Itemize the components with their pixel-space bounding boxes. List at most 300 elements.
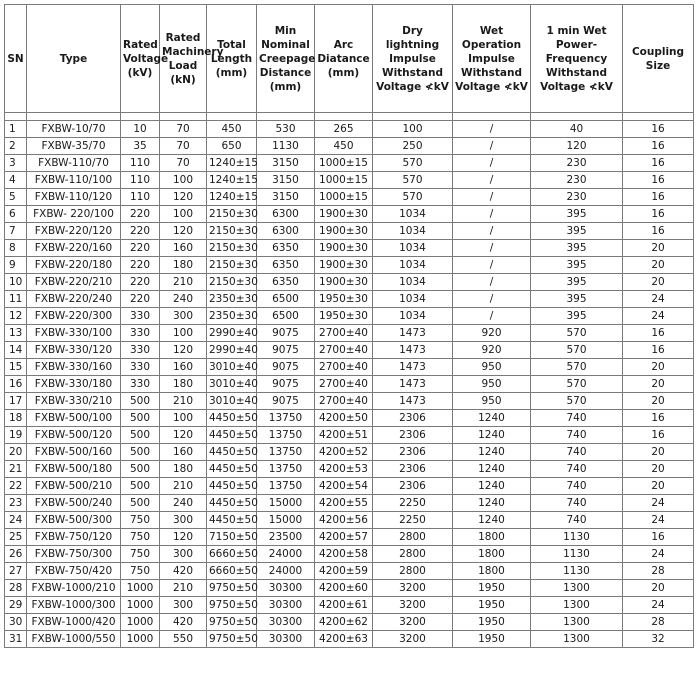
arc-distance-cell: 4200±50 [315, 410, 373, 427]
creepage-cell: 13750 [257, 410, 315, 427]
table-row [5, 172, 694, 189]
type-cell: FXBW-110/70 [27, 155, 121, 172]
wet-power-cell: 740 [531, 495, 623, 512]
creepage-cell: 24000 [257, 546, 315, 563]
arc-distance-cell: 4200±60 [315, 580, 373, 597]
dry-impulse-cell: 3200 [373, 631, 453, 648]
dry-impulse-cell: 2250 [373, 512, 453, 529]
wet-operation-cell: 1240 [453, 512, 531, 529]
wet-power-cell: 570 [531, 325, 623, 342]
rated-load-cell: 420 [160, 563, 207, 580]
table-row [5, 614, 694, 631]
creepage-cell: 6350 [257, 257, 315, 274]
type-cell: FXBW-110/100 [27, 172, 121, 189]
sn-cell: 5 [5, 189, 27, 206]
dry-impulse-cell: 2800 [373, 529, 453, 546]
coupling-cell: 20 [623, 444, 694, 461]
header-coupling-size: Coupling Size [623, 5, 694, 113]
dry-impulse-cell: 2306 [373, 444, 453, 461]
sn-cell: 2 [5, 138, 27, 155]
dry-impulse-cell: 100 [373, 121, 453, 138]
type-cell: FXBW-500/300 [27, 512, 121, 529]
dry-impulse-cell: 250 [373, 138, 453, 155]
rated-voltage-cell: 330 [121, 359, 160, 376]
header-dry-impulse: Dry lightning Impulse Withstand Voltage ≮kV [373, 5, 453, 113]
coupling-cell: 16 [623, 223, 694, 240]
wet-operation-cell: 920 [453, 325, 531, 342]
wet-power-cell: 120 [531, 138, 623, 155]
creepage-cell: 24000 [257, 563, 315, 580]
sn-cell: 27 [5, 563, 27, 580]
arc-distance-cell: 4200±53 [315, 461, 373, 478]
sn-cell: 8 [5, 240, 27, 257]
coupling-cell: 16 [623, 206, 694, 223]
type-cell: FXBW-1000/300 [27, 597, 121, 614]
type-cell: FXBW-220/120 [27, 223, 121, 240]
total-length-cell: 4450±50 [207, 461, 257, 478]
creepage-cell: 9075 [257, 359, 315, 376]
wet-operation-cell: / [453, 189, 531, 206]
total-length-cell: 7150±50 [207, 529, 257, 546]
sn-cell: 6 [5, 206, 27, 223]
arc-distance-cell: 1900±30 [315, 240, 373, 257]
dry-impulse-cell: 1473 [373, 393, 453, 410]
arc-distance-cell: 1900±30 [315, 274, 373, 291]
type-cell: FXBW-330/120 [27, 342, 121, 359]
wet-power-cell: 230 [531, 155, 623, 172]
coupling-cell: 28 [623, 563, 694, 580]
rated-voltage-cell: 330 [121, 308, 160, 325]
table-row [5, 291, 694, 308]
wet-operation-cell: 1950 [453, 580, 531, 597]
arc-distance-cell: 2700±40 [315, 325, 373, 342]
rated-load-cell: 240 [160, 291, 207, 308]
wet-power-cell: 40 [531, 121, 623, 138]
rated-load-cell: 160 [160, 240, 207, 257]
table-row [5, 410, 694, 427]
dry-impulse-cell: 570 [373, 189, 453, 206]
total-length-cell: 3010±40 [207, 376, 257, 393]
arc-distance-cell: 4200±59 [315, 563, 373, 580]
total-length-cell: 2150±30 [207, 206, 257, 223]
rated-load-cell: 100 [160, 325, 207, 342]
wet-power-cell: 395 [531, 274, 623, 291]
sn-cell: 29 [5, 597, 27, 614]
sn-cell: 16 [5, 376, 27, 393]
total-length-cell: 4450±50 [207, 495, 257, 512]
table-row [5, 325, 694, 342]
type-cell: FXBW-330/100 [27, 325, 121, 342]
sn-cell: 15 [5, 359, 27, 376]
wet-power-cell: 740 [531, 478, 623, 495]
wet-power-cell: 1300 [531, 614, 623, 631]
sn-cell: 22 [5, 478, 27, 495]
total-length-cell: 4450±50 [207, 427, 257, 444]
rated-voltage-cell: 220 [121, 274, 160, 291]
wet-power-cell: 1130 [531, 529, 623, 546]
arc-distance-cell: 2700±40 [315, 393, 373, 410]
wet-operation-cell: / [453, 138, 531, 155]
sn-cell: 24 [5, 512, 27, 529]
rated-load-cell: 160 [160, 444, 207, 461]
table-row [5, 580, 694, 597]
table-row [5, 155, 694, 172]
wet-power-cell: 395 [531, 308, 623, 325]
wet-power-cell: 1130 [531, 563, 623, 580]
coupling-cell: 16 [623, 189, 694, 206]
creepage-cell: 1130 [257, 138, 315, 155]
wet-power-cell: 1300 [531, 580, 623, 597]
rated-voltage-cell: 500 [121, 495, 160, 512]
sn-cell: 11 [5, 291, 27, 308]
rated-voltage-cell: 500 [121, 410, 160, 427]
total-length-cell: 650 [207, 138, 257, 155]
wet-operation-cell: 1240 [453, 495, 531, 512]
table-row [5, 189, 694, 206]
dry-impulse-cell: 1034 [373, 257, 453, 274]
sn-cell: 9 [5, 257, 27, 274]
rated-voltage-cell: 110 [121, 155, 160, 172]
total-length-cell: 1240±15 [207, 189, 257, 206]
coupling-cell: 24 [623, 291, 694, 308]
rated-voltage-cell: 110 [121, 189, 160, 206]
creepage-cell: 3150 [257, 189, 315, 206]
wet-operation-cell: 920 [453, 342, 531, 359]
creepage-cell: 9075 [257, 325, 315, 342]
header-wet-operation: Wet Operation Impulse Withstand Voltage ≮kV [453, 5, 531, 113]
wet-power-cell: 570 [531, 342, 623, 359]
creepage-cell: 6300 [257, 223, 315, 240]
coupling-cell: 16 [623, 529, 694, 546]
creepage-cell: 23500 [257, 529, 315, 546]
coupling-cell: 20 [623, 393, 694, 410]
total-length-cell: 6660±50 [207, 546, 257, 563]
table-row [5, 359, 694, 376]
arc-distance-cell: 265 [315, 121, 373, 138]
arc-distance-cell: 1950±30 [315, 308, 373, 325]
rated-voltage-cell: 500 [121, 444, 160, 461]
rated-load-cell: 120 [160, 189, 207, 206]
dry-impulse-cell: 1034 [373, 240, 453, 257]
sn-cell: 25 [5, 529, 27, 546]
table-body [5, 113, 694, 648]
creepage-cell: 3150 [257, 172, 315, 189]
rated-voltage-cell: 500 [121, 461, 160, 478]
rated-voltage-cell: 1000 [121, 614, 160, 631]
total-length-cell: 4450±50 [207, 512, 257, 529]
sn-cell: 23 [5, 495, 27, 512]
arc-distance-cell: 1000±15 [315, 172, 373, 189]
table-row [5, 427, 694, 444]
coupling-cell: 20 [623, 478, 694, 495]
sn-cell: 19 [5, 427, 27, 444]
total-length-cell: 2350±30 [207, 308, 257, 325]
coupling-cell: 24 [623, 495, 694, 512]
rated-load-cell: 100 [160, 410, 207, 427]
coupling-cell: 20 [623, 376, 694, 393]
dry-impulse-cell: 1473 [373, 325, 453, 342]
total-length-cell: 9750±50 [207, 597, 257, 614]
dry-impulse-cell: 1034 [373, 308, 453, 325]
wet-operation-cell: / [453, 274, 531, 291]
type-cell: FXBW-500/160 [27, 444, 121, 461]
coupling-cell: 24 [623, 512, 694, 529]
arc-distance-cell: 4200±62 [315, 614, 373, 631]
creepage-cell: 30300 [257, 597, 315, 614]
dry-impulse-cell: 1034 [373, 274, 453, 291]
rated-voltage-cell: 750 [121, 529, 160, 546]
rated-voltage-cell: 220 [121, 257, 160, 274]
wet-power-cell: 740 [531, 410, 623, 427]
coupling-cell: 16 [623, 121, 694, 138]
rated-load-cell: 70 [160, 121, 207, 138]
table-row [5, 512, 694, 529]
wet-power-cell: 1300 [531, 597, 623, 614]
creepage-cell: 6350 [257, 274, 315, 291]
wet-power-cell: 740 [531, 427, 623, 444]
rated-load-cell: 300 [160, 597, 207, 614]
wet-operation-cell: 1240 [453, 410, 531, 427]
type-cell: FXBW-500/180 [27, 461, 121, 478]
arc-distance-cell: 4200±54 [315, 478, 373, 495]
total-length-cell: 1240±15 [207, 172, 257, 189]
coupling-cell: 24 [623, 597, 694, 614]
arc-distance-cell: 4200±61 [315, 597, 373, 614]
arc-distance-cell: 2700±40 [315, 376, 373, 393]
total-length-cell: 9750±50 [207, 631, 257, 648]
arc-distance-cell: 4200±56 [315, 512, 373, 529]
arc-distance-cell: 1000±15 [315, 189, 373, 206]
rated-voltage-cell: 35 [121, 138, 160, 155]
arc-distance-cell: 4200±57 [315, 529, 373, 546]
sn-cell: 20 [5, 444, 27, 461]
rated-load-cell: 100 [160, 172, 207, 189]
sn-cell: 21 [5, 461, 27, 478]
rated-load-cell: 120 [160, 427, 207, 444]
wet-operation-cell: / [453, 121, 531, 138]
rated-load-cell: 100 [160, 206, 207, 223]
wet-power-cell: 570 [531, 376, 623, 393]
table-row [5, 342, 694, 359]
total-length-cell: 450 [207, 121, 257, 138]
dry-impulse-cell: 2800 [373, 546, 453, 563]
dry-impulse-cell: 1034 [373, 291, 453, 308]
table-row [5, 461, 694, 478]
rated-load-cell: 240 [160, 495, 207, 512]
wet-power-cell: 395 [531, 240, 623, 257]
dry-impulse-cell: 1034 [373, 223, 453, 240]
wet-power-cell: 395 [531, 291, 623, 308]
rated-voltage-cell: 330 [121, 342, 160, 359]
coupling-cell: 16 [623, 325, 694, 342]
wet-operation-cell: 1800 [453, 546, 531, 563]
arc-distance-cell: 4200±63 [315, 631, 373, 648]
rated-load-cell: 420 [160, 614, 207, 631]
creepage-cell: 530 [257, 121, 315, 138]
rated-voltage-cell: 750 [121, 563, 160, 580]
dry-impulse-cell: 3200 [373, 580, 453, 597]
creepage-cell: 13750 [257, 461, 315, 478]
creepage-cell: 6300 [257, 206, 315, 223]
wet-operation-cell: 1240 [453, 427, 531, 444]
total-length-cell: 6660±50 [207, 563, 257, 580]
header-gap-row [5, 113, 694, 121]
rated-voltage-cell: 10 [121, 121, 160, 138]
wet-operation-cell: 950 [453, 359, 531, 376]
table-row [5, 223, 694, 240]
coupling-cell: 16 [623, 410, 694, 427]
type-cell: FXBW-35/70 [27, 138, 121, 155]
coupling-cell: 24 [623, 308, 694, 325]
wet-operation-cell: / [453, 155, 531, 172]
creepage-cell: 30300 [257, 614, 315, 631]
coupling-cell: 16 [623, 172, 694, 189]
wet-operation-cell: 1950 [453, 631, 531, 648]
wet-operation-cell: / [453, 257, 531, 274]
insulator-spec-table [4, 4, 694, 648]
wet-power-cell: 395 [531, 223, 623, 240]
header-rated-voltage: Rated Voltage (kV) [121, 5, 160, 113]
rated-voltage-cell: 500 [121, 427, 160, 444]
table-row [5, 206, 694, 223]
dry-impulse-cell: 570 [373, 172, 453, 189]
coupling-cell: 20 [623, 257, 694, 274]
creepage-cell: 6350 [257, 240, 315, 257]
coupling-cell: 20 [623, 359, 694, 376]
rated-voltage-cell: 1000 [121, 597, 160, 614]
total-length-cell: 2350±30 [207, 291, 257, 308]
type-cell: FXBW-750/300 [27, 546, 121, 563]
arc-distance-cell: 450 [315, 138, 373, 155]
arc-distance-cell: 1950±30 [315, 291, 373, 308]
wet-operation-cell: 1240 [453, 478, 531, 495]
type-cell: FXBW-220/210 [27, 274, 121, 291]
spec-table-container [4, 4, 694, 648]
wet-power-cell: 1130 [531, 546, 623, 563]
type-cell: FXBW-500/210 [27, 478, 121, 495]
wet-operation-cell: 950 [453, 376, 531, 393]
sn-cell: 10 [5, 274, 27, 291]
coupling-cell: 20 [623, 274, 694, 291]
coupling-cell: 32 [623, 631, 694, 648]
rated-load-cell: 300 [160, 546, 207, 563]
creepage-cell: 15000 [257, 495, 315, 512]
sn-cell: 17 [5, 393, 27, 410]
total-length-cell: 2150±30 [207, 257, 257, 274]
rated-voltage-cell: 110 [121, 172, 160, 189]
wet-operation-cell: / [453, 291, 531, 308]
wet-operation-cell: 1800 [453, 529, 531, 546]
creepage-cell: 13750 [257, 444, 315, 461]
rated-voltage-cell: 220 [121, 240, 160, 257]
sn-cell: 7 [5, 223, 27, 240]
creepage-cell: 6500 [257, 291, 315, 308]
table-row [5, 240, 694, 257]
wet-power-cell: 395 [531, 257, 623, 274]
wet-operation-cell: 950 [453, 393, 531, 410]
table-row [5, 444, 694, 461]
wet-operation-cell: 1950 [453, 614, 531, 631]
coupling-cell: 16 [623, 155, 694, 172]
rated-voltage-cell: 330 [121, 325, 160, 342]
dry-impulse-cell: 1473 [373, 342, 453, 359]
wet-power-cell: 230 [531, 189, 623, 206]
creepage-cell: 9075 [257, 393, 315, 410]
coupling-cell: 28 [623, 614, 694, 631]
type-cell: FXBW-110/120 [27, 189, 121, 206]
rated-load-cell: 70 [160, 155, 207, 172]
table-row [5, 376, 694, 393]
creepage-cell: 9075 [257, 342, 315, 359]
table-row [5, 631, 694, 648]
rated-load-cell: 550 [160, 631, 207, 648]
type-cell: FXBW-1000/550 [27, 631, 121, 648]
sn-cell: 18 [5, 410, 27, 427]
rated-load-cell: 120 [160, 529, 207, 546]
sn-cell: 12 [5, 308, 27, 325]
rated-voltage-cell: 750 [121, 512, 160, 529]
header-total-length: Total Length (mm) [207, 5, 257, 113]
table-row [5, 274, 694, 291]
table-row [5, 257, 694, 274]
creepage-cell: 13750 [257, 427, 315, 444]
sn-cell: 4 [5, 172, 27, 189]
total-length-cell: 9750±50 [207, 614, 257, 631]
rated-load-cell: 180 [160, 376, 207, 393]
table-row [5, 563, 694, 580]
dry-impulse-cell: 1034 [373, 206, 453, 223]
type-cell: FXBW-220/240 [27, 291, 121, 308]
dry-impulse-cell: 1473 [373, 359, 453, 376]
rated-voltage-cell: 220 [121, 223, 160, 240]
rated-load-cell: 70 [160, 138, 207, 155]
rated-voltage-cell: 1000 [121, 580, 160, 597]
sn-cell: 14 [5, 342, 27, 359]
rated-voltage-cell: 1000 [121, 631, 160, 648]
coupling-cell: 20 [623, 461, 694, 478]
coupling-cell: 24 [623, 546, 694, 563]
rated-voltage-cell: 500 [121, 478, 160, 495]
type-cell: FXBW-500/120 [27, 427, 121, 444]
header-wet-power-frequency: 1 min Wet Power-Frequency Withstand Voltage ≮kV [531, 5, 623, 113]
total-length-cell: 2990±40 [207, 325, 257, 342]
sn-cell: 30 [5, 614, 27, 631]
type-cell: FXBW-1000/210 [27, 580, 121, 597]
rated-load-cell: 300 [160, 512, 207, 529]
wet-operation-cell: / [453, 223, 531, 240]
total-length-cell: 3010±40 [207, 393, 257, 410]
arc-distance-cell: 1900±30 [315, 257, 373, 274]
total-length-cell: 1240±15 [207, 155, 257, 172]
total-length-cell: 2150±30 [207, 223, 257, 240]
type-cell: FXBW-330/180 [27, 376, 121, 393]
type-cell: FXBW-750/120 [27, 529, 121, 546]
arc-distance-cell: 4200±55 [315, 495, 373, 512]
arc-distance-cell: 1000±15 [315, 155, 373, 172]
coupling-cell: 16 [623, 427, 694, 444]
sn-cell: 28 [5, 580, 27, 597]
rated-load-cell: 210 [160, 274, 207, 291]
rated-voltage-cell: 750 [121, 546, 160, 563]
type-cell: FXBW-330/160 [27, 359, 121, 376]
arc-distance-cell: 4200±52 [315, 444, 373, 461]
coupling-cell: 16 [623, 138, 694, 155]
wet-operation-cell: / [453, 240, 531, 257]
table-row [5, 546, 694, 563]
arc-distance-cell: 4200±51 [315, 427, 373, 444]
type-cell: FXBW- 220/100 [27, 206, 121, 223]
rated-voltage-cell: 220 [121, 206, 160, 223]
